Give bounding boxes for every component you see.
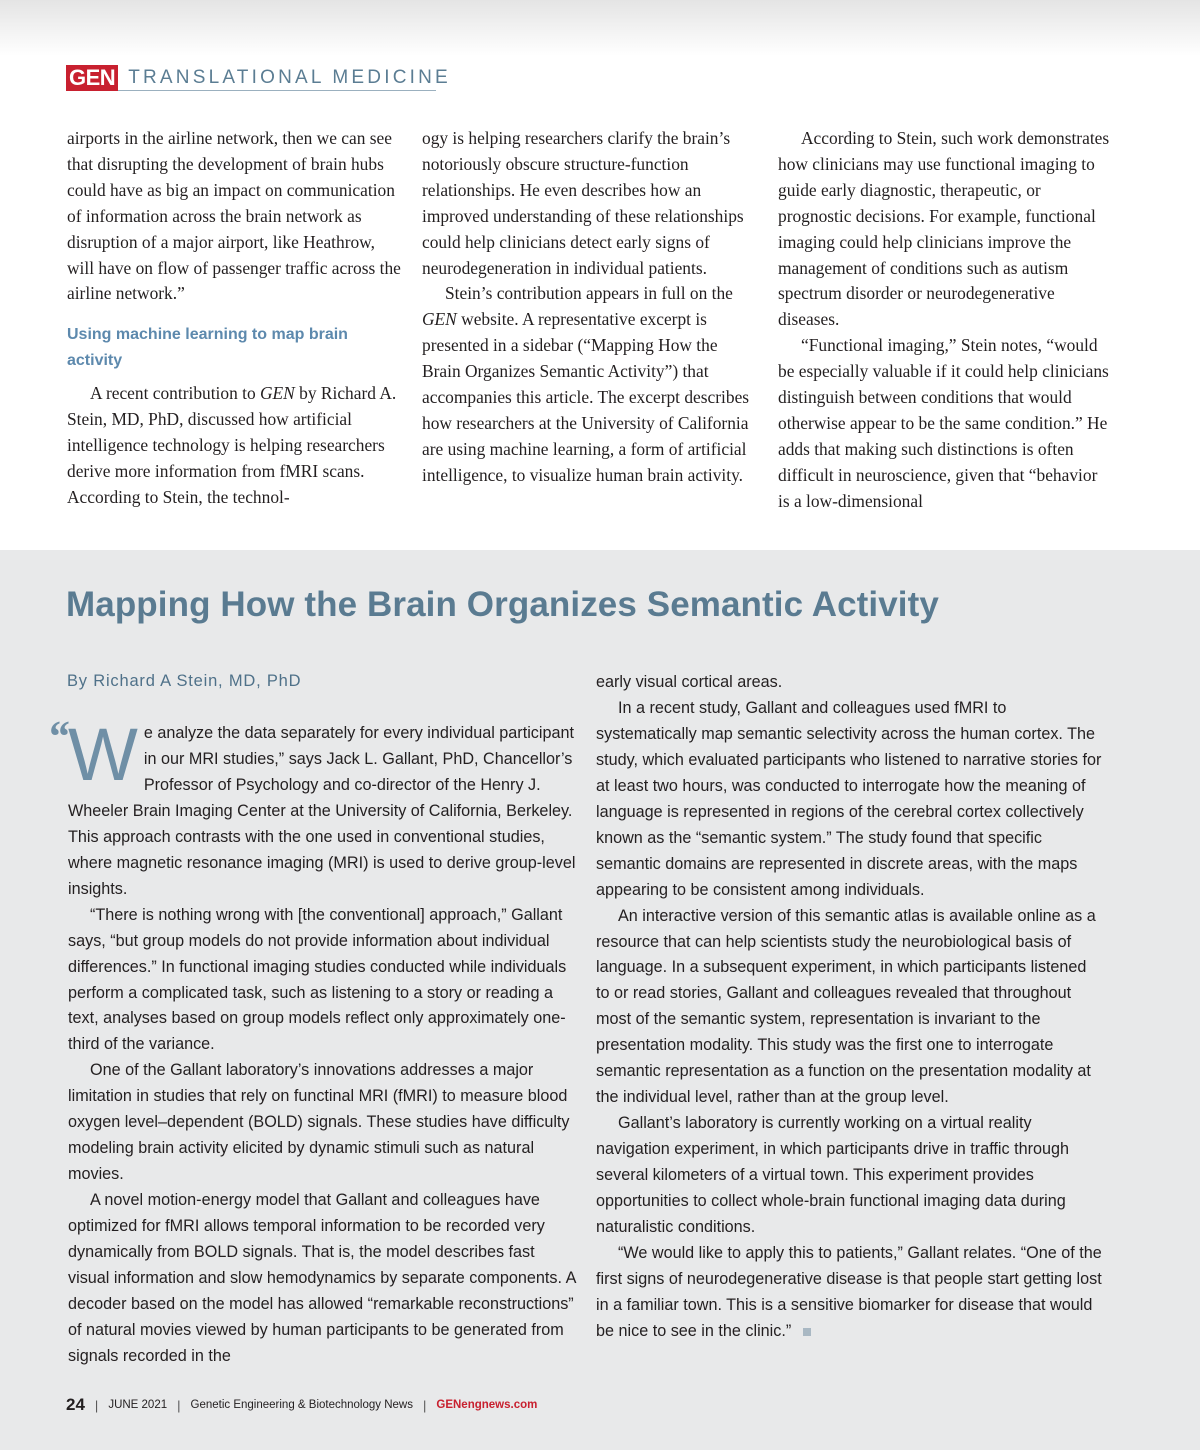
sidebar-column-left (68, 713, 576, 1370)
sidebar-paragraph: We analyze the data separately for every individual participant in our MRI studies,” says Jack L. Gallant, PhD, Chancellor’s Professor of Psychology and co-director of the Henry J. Wheeler Brain Imaging Center at the University of California, Berkeley. This approach contrasts with the one used in conventional studies, where magnetic resonance imaging (MRI) is used to derive group-level insights. (68, 713, 576, 898)
page-number: 24 (66, 1395, 85, 1414)
page-footer (66, 1394, 537, 1416)
sidebar-paragraph: In a recent study, Gallant and colleagues used fMRI to systematically map semantic selectivity across the human cortex. The study, which evaluated participants who listened to narrative stories for at least two hours, was conducted to interrogate how the meaning of language is represented in regions of the cerebral cortex collectively known as the “semantic system.” The study found that specific semantic domains are represented in discrete areas, with the maps appearing to be consistent among individuals. (596, 698, 1102, 899)
sidebar-paragraph: early visual cortical areas. (596, 673, 783, 691)
gen-logo: GEN (66, 65, 118, 91)
issue-date: JUNE 2021 (108, 1399, 168, 1411)
open-quote-mark: “ (47, 712, 69, 761)
drop-cap: W (68, 713, 138, 796)
sidebar-paragraph: “We would like to apply this to patients,” Gallant relates. “One of the first signs of neurodegenerative disease is that people start getting lost in a familiar town. This is a sensitive biomarker for disease that would be nice to see in the clinic.” (596, 1243, 1102, 1340)
publication-name: Genetic Engineering & Biotechnology News (190, 1399, 413, 1411)
sidebar-paragraph: “There is nothing wrong with [the conventional] approach,” Gallant says, “but group models do not provide information about individual differences.” In functional imaging studies conducted while individuals perform a complicated task, such as listening to a story or reading a text, analyses based on group models reflect only approximately one-third of the variance. (68, 905, 567, 1054)
sidebar-paragraph: One of the Gallant laboratory’s innovations addresses a major limitation in studies that rely on functinal MRI (fMRI) to measure blood oxygen level–dependent (BOLD) signals. These studies have difficulty modeling brain activity elicited by dynamic stimuli such as natural movies. (68, 1061, 570, 1184)
website-link[interactable]: GENengnews.com (436, 1399, 538, 1411)
sidebar-column-right (596, 670, 1104, 1345)
sidebar-title: Mapping How the Brain Organizes Semantic Activity (66, 585, 939, 624)
end-mark-icon (803, 1328, 811, 1336)
sidebar-paragraph: An interactive version of this semantic atlas is available online as a resource that can help scientists study the neurobiological basis of language. In a subsequent experiment, in which participants listened to or read stories, Gallant and colleagues revealed that throughout most of the semantic system, representation is invariant to the presentation modality. This study was the first one to interrogate semantic representation as a function on the presentation modality at the individual level, rather than at the group level. (596, 906, 1096, 1107)
article-paragraph: According to Stein, such work demonstrates how clinicians may use functional imaging to guide early diagnostic, therapeutic, or prognostic decisions. For example, functional imaging could help clinicians improve the management of conditions such as autism spectrum disorder or neurodegenerative diseases. (778, 128, 1110, 330)
sidebar-paragraph: A novel motion-energy model that Gallant and colleagues have optimized for fMRI allows temporal information to be recorded very dynamically from BOLD signals. That is, the model describes fast visual information and slow hemodynamics by separate components. A decoder based on the model has allowed “remarkable reconstructions” of natural movies viewed by human participants to be generated from signals recorded in the (68, 1191, 576, 1365)
sidebar-paragraph: Gallant’s laboratory is currently working on a virtual reality navigation experiment, in which participants drive in traffic through several kilometers of a virtual town. This experiment provides opportunities to collect whole-brain functional imaging data during naturalistic conditions. (596, 1114, 1069, 1237)
article-column-1 (67, 126, 402, 511)
footer-separator: | (94, 1397, 99, 1413)
header-rule (118, 90, 436, 91)
running-header (66, 64, 451, 92)
article-paragraph: A recent contribution to GEN by Richard A. Stein, MD, PhD, discussed how artificial intelligence technology is helping researchers derive more information from fMRI scans. According to Stein, the technol- (67, 383, 397, 507)
top-shading (0, 0, 1200, 56)
section-title: TRANSLATIONAL MEDICINE (128, 67, 451, 88)
article-paragraph: ogy is helping researchers clarify the brain’s notoriously obscure structure-function relationships. He even describes how an improved understanding of these relationships could help clinicians detect early signs of neurodegeneration in individual patients. (422, 128, 744, 278)
article-paragraph: “Functional imaging,” Stein notes, “would be especially valuable if it could help clinicians distinguish between conditions that would otherwise appear to be the same condition.” He adds that making such distinctions is often difficult in neuroscience, given that “behavior is a low-dimensional (778, 335, 1109, 511)
article-column-2 (422, 126, 757, 489)
article-paragraph: airports in the airline network, then we can see that disrupting the development of brain hubs could have as big an impact on communication of information across the brain network as disruption of a major airport, like Heathrow, will have on flow of passenger traffic across the airline network.” (67, 128, 401, 304)
footer-separator: | (177, 1397, 181, 1413)
sidebar-byline: By Richard A Stein, MD, PhD (67, 672, 302, 690)
article-paragraph: Stein’s contribution appears in full on the GEN website. A representative excerpt is presented in a sidebar (“Mapping How the Brain Organizes Semantic Activity”) that accompanies this article. The excerpt describes how researchers at the University of California are using machine learning, a form of artificial intelligence, to visualize human brain activity. (422, 283, 750, 485)
article-column-3 (778, 126, 1113, 515)
footer-separator: | (422, 1397, 427, 1413)
subhead: Using machine learning to map brain activity (67, 326, 348, 370)
